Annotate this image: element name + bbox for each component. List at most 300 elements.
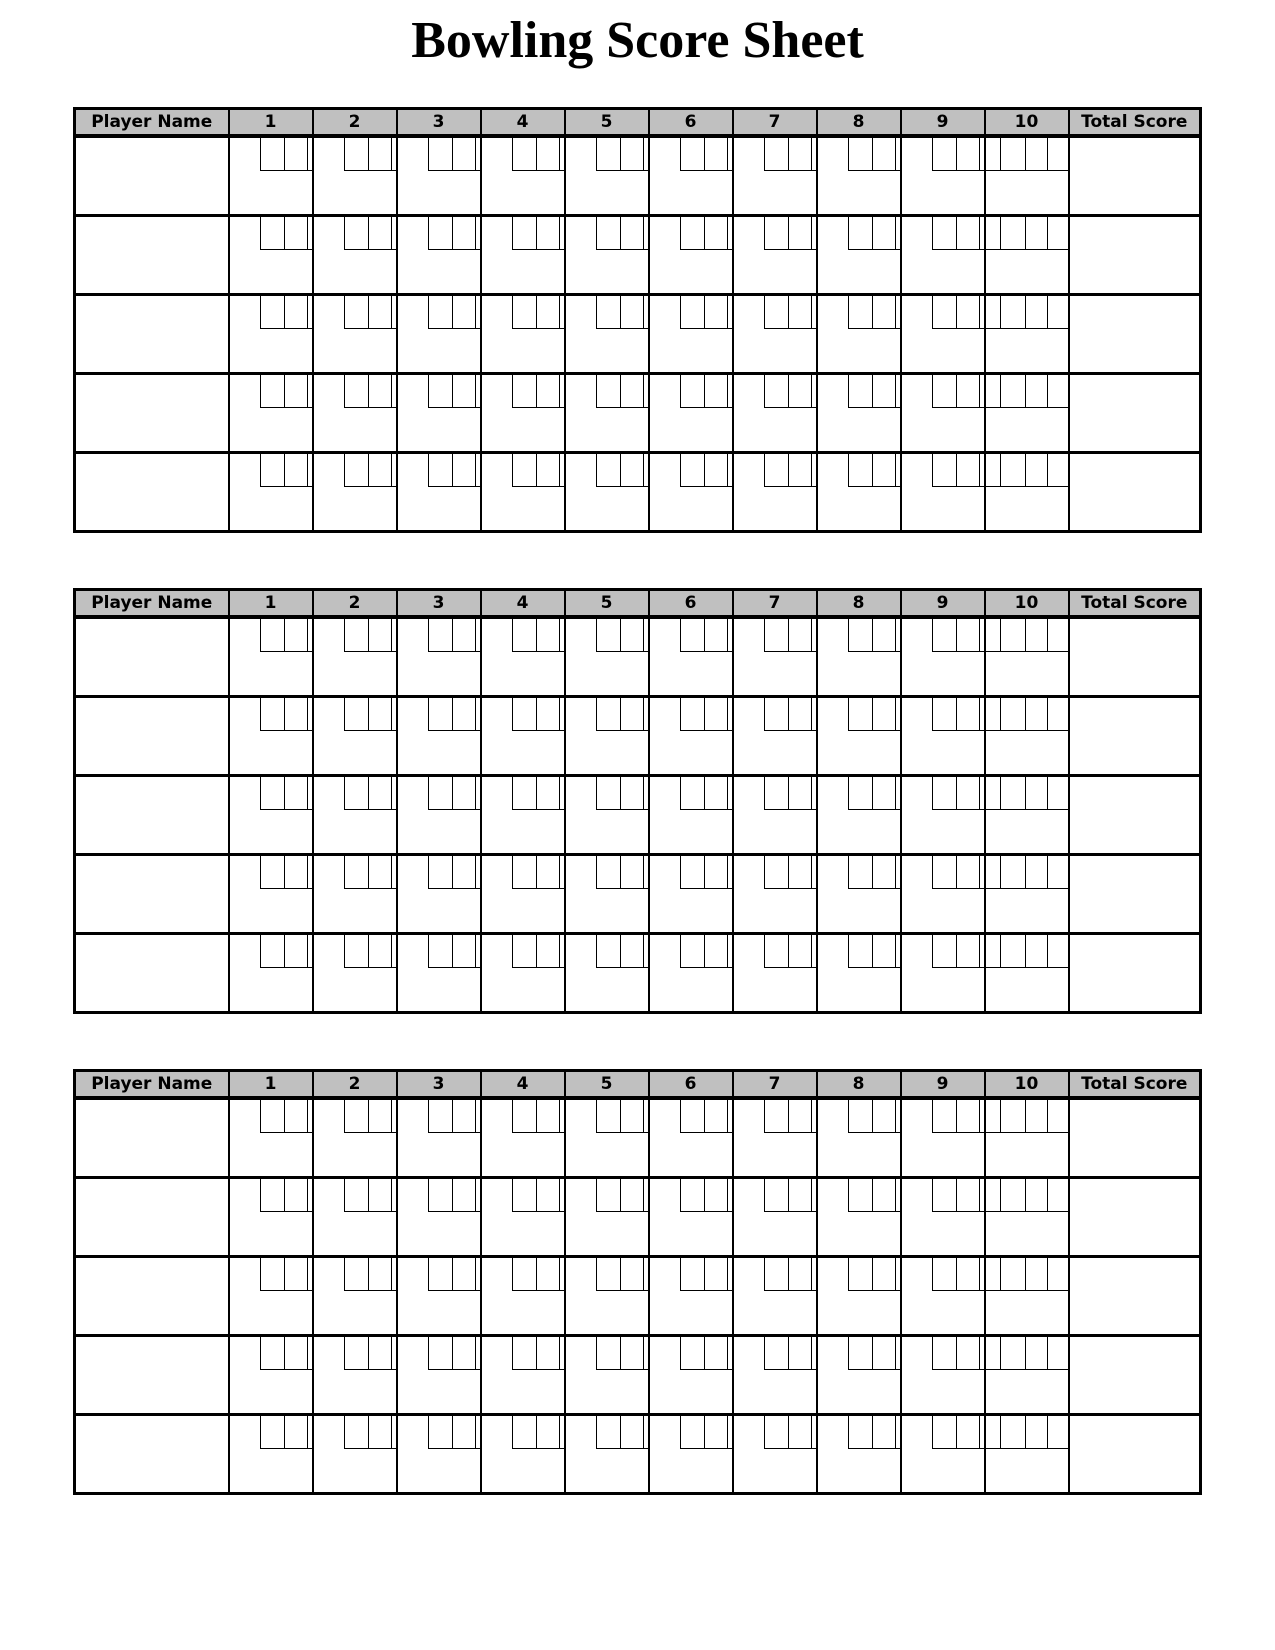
throw-box[interactable]: [428, 935, 452, 967]
throw-box[interactable]: [260, 698, 284, 730]
throw-box[interactable]: [1000, 1337, 1025, 1369]
throw-box[interactable]: [536, 138, 560, 170]
throw-box[interactable]: [1025, 1179, 1047, 1211]
throw-box[interactable]: [596, 856, 620, 888]
throw-box[interactable]: [452, 1258, 476, 1290]
throw-box[interactable]: [452, 698, 476, 730]
throw-box[interactable]: [368, 1416, 392, 1448]
throw-box[interactable]: [956, 454, 980, 486]
throw-box[interactable]: [620, 777, 644, 809]
throw-box[interactable]: [536, 296, 560, 328]
frame-cell-8[interactable]: [817, 1098, 901, 1178]
frame-cell-10[interactable]: [985, 295, 1069, 374]
frame-cell-1[interactable]: [229, 1336, 313, 1415]
throw-box[interactable]: [872, 217, 896, 249]
throw-box[interactable]: [1047, 777, 1068, 809]
throw-box[interactable]: [764, 1100, 788, 1132]
throw-box[interactable]: [260, 1179, 284, 1211]
throw-box[interactable]: [1047, 1100, 1068, 1132]
throw-box[interactable]: [848, 698, 872, 730]
frame-cell-5[interactable]: [565, 453, 649, 532]
throw-box[interactable]: [344, 698, 368, 730]
frame-cell-8[interactable]: [817, 295, 901, 374]
frame-cell-8[interactable]: [817, 855, 901, 934]
frame-cell-1[interactable]: [229, 1178, 313, 1257]
frame-cell-6[interactable]: [649, 453, 733, 532]
throw-box[interactable]: [536, 1100, 560, 1132]
frame-cell-9[interactable]: [901, 136, 985, 216]
throw-box[interactable]: [284, 1416, 308, 1448]
frame-cell-7[interactable]: [733, 1415, 817, 1494]
throw-box[interactable]: [512, 619, 536, 651]
frame-cell-3[interactable]: [397, 1257, 481, 1336]
frame-cell-3[interactable]: [397, 1336, 481, 1415]
frame-cell-2[interactable]: [313, 855, 397, 934]
throw-box[interactable]: [932, 1179, 956, 1211]
frame-cell-1[interactable]: [229, 374, 313, 453]
frame-cell-7[interactable]: [733, 617, 817, 697]
total-score-cell[interactable]: [1069, 1415, 1201, 1494]
frame-cell-6[interactable]: [649, 295, 733, 374]
throw-box[interactable]: [1047, 1179, 1068, 1211]
throw-box[interactable]: [872, 138, 896, 170]
throw-box[interactable]: [368, 777, 392, 809]
throw-box[interactable]: [1000, 138, 1025, 170]
throw-box[interactable]: [536, 454, 560, 486]
frame-cell-5[interactable]: [565, 776, 649, 855]
throw-box[interactable]: [344, 1258, 368, 1290]
player-name-cell[interactable]: [75, 1415, 229, 1494]
throw-box[interactable]: [848, 1337, 872, 1369]
throw-box[interactable]: [704, 698, 728, 730]
throw-box[interactable]: [764, 1337, 788, 1369]
throw-box[interactable]: [536, 1258, 560, 1290]
player-name-cell[interactable]: [75, 295, 229, 374]
throw-box[interactable]: [956, 935, 980, 967]
throw-box[interactable]: [1000, 1416, 1025, 1448]
throw-box[interactable]: [452, 375, 476, 407]
throw-box[interactable]: [512, 856, 536, 888]
player-name-cell[interactable]: [75, 934, 229, 1013]
frame-cell-8[interactable]: [817, 697, 901, 776]
throw-box[interactable]: [284, 935, 308, 967]
throw-box[interactable]: [932, 698, 956, 730]
frame-cell-4[interactable]: [481, 1098, 565, 1178]
throw-box[interactable]: [788, 1179, 812, 1211]
total-score-cell[interactable]: [1069, 295, 1201, 374]
throw-box[interactable]: [368, 935, 392, 967]
throw-box[interactable]: [260, 777, 284, 809]
throw-box[interactable]: [596, 217, 620, 249]
throw-box[interactable]: [764, 217, 788, 249]
throw-box[interactable]: [680, 619, 704, 651]
frame-cell-9[interactable]: [901, 776, 985, 855]
throw-box[interactable]: [872, 454, 896, 486]
throw-box[interactable]: [344, 935, 368, 967]
total-score-cell[interactable]: [1069, 855, 1201, 934]
frame-cell-1[interactable]: [229, 295, 313, 374]
player-name-cell[interactable]: [75, 216, 229, 295]
throw-box[interactable]: [848, 1100, 872, 1132]
throw-box[interactable]: [452, 217, 476, 249]
frame-cell-5[interactable]: [565, 295, 649, 374]
frame-cell-1[interactable]: [229, 855, 313, 934]
frame-cell-6[interactable]: [649, 934, 733, 1013]
total-score-cell[interactable]: [1069, 1178, 1201, 1257]
throw-box[interactable]: [284, 1100, 308, 1132]
throw-box[interactable]: [788, 777, 812, 809]
throw-box[interactable]: [704, 138, 728, 170]
throw-box[interactable]: [764, 1179, 788, 1211]
throw-box[interactable]: [1047, 1337, 1068, 1369]
frame-cell-5[interactable]: [565, 136, 649, 216]
throw-box[interactable]: [956, 296, 980, 328]
frame-cell-3[interactable]: [397, 1178, 481, 1257]
frame-cell-7[interactable]: [733, 776, 817, 855]
throw-box[interactable]: [956, 1416, 980, 1448]
frame-cell-7[interactable]: [733, 1178, 817, 1257]
frame-cell-10[interactable]: [985, 855, 1069, 934]
throw-box[interactable]: [344, 777, 368, 809]
frame-cell-3[interactable]: [397, 295, 481, 374]
throw-box[interactable]: [932, 1416, 956, 1448]
throw-box[interactable]: [848, 296, 872, 328]
throw-box[interactable]: [764, 1416, 788, 1448]
throw-box[interactable]: [428, 619, 452, 651]
frame-cell-7[interactable]: [733, 855, 817, 934]
frame-cell-8[interactable]: [817, 453, 901, 532]
throw-box[interactable]: [788, 1100, 812, 1132]
throw-box[interactable]: [932, 1100, 956, 1132]
throw-box[interactable]: [932, 375, 956, 407]
throw-box[interactable]: [1000, 296, 1025, 328]
throw-box[interactable]: [596, 1100, 620, 1132]
throw-box[interactable]: [848, 1416, 872, 1448]
throw-box[interactable]: [344, 856, 368, 888]
throw-box[interactable]: [596, 1258, 620, 1290]
throw-box[interactable]: [704, 375, 728, 407]
throw-box[interactable]: [932, 935, 956, 967]
frame-cell-3[interactable]: [397, 453, 481, 532]
frame-cell-5[interactable]: [565, 697, 649, 776]
throw-box[interactable]: [452, 935, 476, 967]
throw-box[interactable]: [428, 856, 452, 888]
throw-box[interactable]: [1025, 217, 1047, 249]
throw-box[interactable]: [872, 1179, 896, 1211]
player-name-cell[interactable]: [75, 1178, 229, 1257]
frame-cell-9[interactable]: [901, 295, 985, 374]
throw-box[interactable]: [1025, 1416, 1047, 1448]
throw-box[interactable]: [596, 1179, 620, 1211]
frame-cell-6[interactable]: [649, 1178, 733, 1257]
throw-box[interactable]: [620, 1100, 644, 1132]
throw-box[interactable]: [956, 856, 980, 888]
throw-box[interactable]: [536, 217, 560, 249]
frame-cell-5[interactable]: [565, 374, 649, 453]
throw-box[interactable]: [428, 777, 452, 809]
throw-box[interactable]: [512, 1258, 536, 1290]
frame-cell-4[interactable]: [481, 453, 565, 532]
frame-cell-4[interactable]: [481, 1257, 565, 1336]
frame-cell-4[interactable]: [481, 1336, 565, 1415]
throw-box[interactable]: [536, 1416, 560, 1448]
throw-box[interactable]: [1025, 856, 1047, 888]
frame-cell-6[interactable]: [649, 1336, 733, 1415]
frame-cell-10[interactable]: [985, 617, 1069, 697]
frame-cell-6[interactable]: [649, 374, 733, 453]
throw-box[interactable]: [368, 375, 392, 407]
throw-box[interactable]: [704, 1100, 728, 1132]
frame-cell-10[interactable]: [985, 776, 1069, 855]
frame-cell-5[interactable]: [565, 1178, 649, 1257]
throw-box[interactable]: [620, 454, 644, 486]
throw-box[interactable]: [260, 375, 284, 407]
throw-box[interactable]: [1000, 619, 1025, 651]
frame-cell-4[interactable]: [481, 934, 565, 1013]
throw-box[interactable]: [284, 698, 308, 730]
throw-box[interactable]: [872, 375, 896, 407]
throw-box[interactable]: [512, 1179, 536, 1211]
throw-box[interactable]: [1047, 217, 1068, 249]
frame-cell-10[interactable]: [985, 1415, 1069, 1494]
total-score-cell[interactable]: [1069, 136, 1201, 216]
throw-box[interactable]: [368, 138, 392, 170]
frame-cell-4[interactable]: [481, 776, 565, 855]
frame-cell-4[interactable]: [481, 295, 565, 374]
throw-box[interactable]: [764, 777, 788, 809]
frame-cell-4[interactable]: [481, 1178, 565, 1257]
throw-box[interactable]: [956, 1337, 980, 1369]
frame-cell-6[interactable]: [649, 617, 733, 697]
throw-box[interactable]: [452, 1179, 476, 1211]
throw-box[interactable]: [260, 454, 284, 486]
throw-box[interactable]: [764, 296, 788, 328]
frame-cell-9[interactable]: [901, 1178, 985, 1257]
throw-box[interactable]: [596, 1416, 620, 1448]
throw-box[interactable]: [956, 777, 980, 809]
throw-box[interactable]: [452, 454, 476, 486]
throw-box[interactable]: [428, 1337, 452, 1369]
frame-cell-2[interactable]: [313, 1336, 397, 1415]
throw-box[interactable]: [260, 296, 284, 328]
frame-cell-10[interactable]: [985, 374, 1069, 453]
frame-cell-3[interactable]: [397, 776, 481, 855]
throw-box[interactable]: [596, 1337, 620, 1369]
throw-box[interactable]: [452, 856, 476, 888]
frame-cell-2[interactable]: [313, 697, 397, 776]
frame-cell-5[interactable]: [565, 1098, 649, 1178]
frame-cell-5[interactable]: [565, 216, 649, 295]
throw-box[interactable]: [344, 619, 368, 651]
throw-box[interactable]: [284, 1258, 308, 1290]
throw-box[interactable]: [788, 375, 812, 407]
throw-box[interactable]: [1047, 856, 1068, 888]
throw-box[interactable]: [788, 856, 812, 888]
throw-box[interactable]: [428, 217, 452, 249]
throw-box[interactable]: [620, 935, 644, 967]
frame-cell-1[interactable]: [229, 136, 313, 216]
throw-box[interactable]: [620, 1258, 644, 1290]
throw-box[interactable]: [428, 1179, 452, 1211]
throw-box[interactable]: [596, 138, 620, 170]
frame-cell-8[interactable]: [817, 216, 901, 295]
throw-box[interactable]: [260, 217, 284, 249]
frame-cell-4[interactable]: [481, 374, 565, 453]
throw-box[interactable]: [428, 138, 452, 170]
throw-box[interactable]: [344, 454, 368, 486]
frame-cell-9[interactable]: [901, 697, 985, 776]
throw-box[interactable]: [764, 619, 788, 651]
throw-box[interactable]: [284, 856, 308, 888]
throw-box[interactable]: [1000, 777, 1025, 809]
throw-box[interactable]: [848, 454, 872, 486]
frame-cell-6[interactable]: [649, 855, 733, 934]
total-score-cell[interactable]: [1069, 697, 1201, 776]
throw-box[interactable]: [368, 1337, 392, 1369]
frame-cell-6[interactable]: [649, 1415, 733, 1494]
throw-box[interactable]: [1047, 1258, 1068, 1290]
throw-box[interactable]: [1047, 1416, 1068, 1448]
frame-cell-2[interactable]: [313, 136, 397, 216]
throw-box[interactable]: [704, 619, 728, 651]
throw-box[interactable]: [620, 1179, 644, 1211]
frame-cell-2[interactable]: [313, 776, 397, 855]
frame-cell-4[interactable]: [481, 617, 565, 697]
throw-box[interactable]: [704, 1337, 728, 1369]
throw-box[interactable]: [536, 375, 560, 407]
throw-box[interactable]: [848, 935, 872, 967]
frame-cell-5[interactable]: [565, 855, 649, 934]
throw-box[interactable]: [848, 1179, 872, 1211]
total-score-cell[interactable]: [1069, 374, 1201, 453]
frame-cell-9[interactable]: [901, 1098, 985, 1178]
throw-box[interactable]: [932, 1337, 956, 1369]
throw-box[interactable]: [788, 1337, 812, 1369]
throw-box[interactable]: [764, 856, 788, 888]
frame-cell-10[interactable]: [985, 1257, 1069, 1336]
frame-cell-1[interactable]: [229, 934, 313, 1013]
throw-box[interactable]: [344, 138, 368, 170]
throw-box[interactable]: [620, 619, 644, 651]
frame-cell-1[interactable]: [229, 1257, 313, 1336]
throw-box[interactable]: [848, 856, 872, 888]
throw-box[interactable]: [368, 217, 392, 249]
throw-box[interactable]: [428, 1258, 452, 1290]
throw-box[interactable]: [368, 698, 392, 730]
frame-cell-10[interactable]: [985, 136, 1069, 216]
throw-box[interactable]: [1000, 217, 1025, 249]
throw-box[interactable]: [680, 454, 704, 486]
throw-box[interactable]: [368, 454, 392, 486]
frame-cell-1[interactable]: [229, 216, 313, 295]
throw-box[interactable]: [344, 375, 368, 407]
frame-cell-7[interactable]: [733, 1336, 817, 1415]
throw-box[interactable]: [284, 138, 308, 170]
throw-box[interactable]: [872, 698, 896, 730]
frame-cell-7[interactable]: [733, 453, 817, 532]
throw-box[interactable]: [932, 619, 956, 651]
frame-cell-8[interactable]: [817, 1178, 901, 1257]
throw-box[interactable]: [620, 217, 644, 249]
frame-cell-5[interactable]: [565, 1415, 649, 1494]
throw-box[interactable]: [764, 1258, 788, 1290]
throw-box[interactable]: [1000, 935, 1025, 967]
throw-box[interactable]: [452, 296, 476, 328]
frame-cell-7[interactable]: [733, 136, 817, 216]
throw-box[interactable]: [764, 375, 788, 407]
player-name-cell[interactable]: [75, 617, 229, 697]
throw-box[interactable]: [1025, 935, 1047, 967]
throw-box[interactable]: [1047, 619, 1068, 651]
frame-cell-9[interactable]: [901, 934, 985, 1013]
throw-box[interactable]: [680, 1416, 704, 1448]
throw-box[interactable]: [596, 454, 620, 486]
throw-box[interactable]: [512, 454, 536, 486]
frame-cell-7[interactable]: [733, 934, 817, 1013]
frame-cell-3[interactable]: [397, 1098, 481, 1178]
frame-cell-2[interactable]: [313, 1178, 397, 1257]
throw-box[interactable]: [512, 1337, 536, 1369]
frame-cell-3[interactable]: [397, 216, 481, 295]
throw-box[interactable]: [1000, 698, 1025, 730]
player-name-cell[interactable]: [75, 1098, 229, 1178]
throw-box[interactable]: [788, 1416, 812, 1448]
throw-box[interactable]: [260, 138, 284, 170]
throw-box[interactable]: [1025, 777, 1047, 809]
total-score-cell[interactable]: [1069, 216, 1201, 295]
throw-box[interactable]: [1025, 619, 1047, 651]
throw-box[interactable]: [788, 935, 812, 967]
frame-cell-3[interactable]: [397, 855, 481, 934]
throw-box[interactable]: [764, 698, 788, 730]
frame-cell-10[interactable]: [985, 216, 1069, 295]
throw-box[interactable]: [260, 1337, 284, 1369]
throw-box[interactable]: [680, 1179, 704, 1211]
throw-box[interactable]: [1025, 1100, 1047, 1132]
throw-box[interactable]: [536, 856, 560, 888]
throw-box[interactable]: [512, 375, 536, 407]
throw-box[interactable]: [848, 217, 872, 249]
throw-box[interactable]: [680, 856, 704, 888]
frame-cell-9[interactable]: [901, 617, 985, 697]
throw-box[interactable]: [1000, 1100, 1025, 1132]
throw-box[interactable]: [872, 1258, 896, 1290]
frame-cell-9[interactable]: [901, 855, 985, 934]
throw-box[interactable]: [452, 1337, 476, 1369]
throw-box[interactable]: [680, 217, 704, 249]
throw-box[interactable]: [596, 935, 620, 967]
frame-cell-1[interactable]: [229, 1098, 313, 1178]
throw-box[interactable]: [596, 619, 620, 651]
frame-cell-9[interactable]: [901, 453, 985, 532]
throw-box[interactable]: [704, 935, 728, 967]
throw-box[interactable]: [872, 1100, 896, 1132]
throw-box[interactable]: [788, 217, 812, 249]
throw-box[interactable]: [284, 217, 308, 249]
throw-box[interactable]: [620, 698, 644, 730]
throw-box[interactable]: [1047, 375, 1068, 407]
frame-cell-4[interactable]: [481, 855, 565, 934]
throw-box[interactable]: [428, 454, 452, 486]
throw-box[interactable]: [512, 296, 536, 328]
throw-box[interactable]: [932, 296, 956, 328]
frame-cell-6[interactable]: [649, 697, 733, 776]
throw-box[interactable]: [620, 375, 644, 407]
throw-box[interactable]: [368, 1258, 392, 1290]
throw-box[interactable]: [512, 935, 536, 967]
frame-cell-8[interactable]: [817, 136, 901, 216]
throw-box[interactable]: [368, 296, 392, 328]
